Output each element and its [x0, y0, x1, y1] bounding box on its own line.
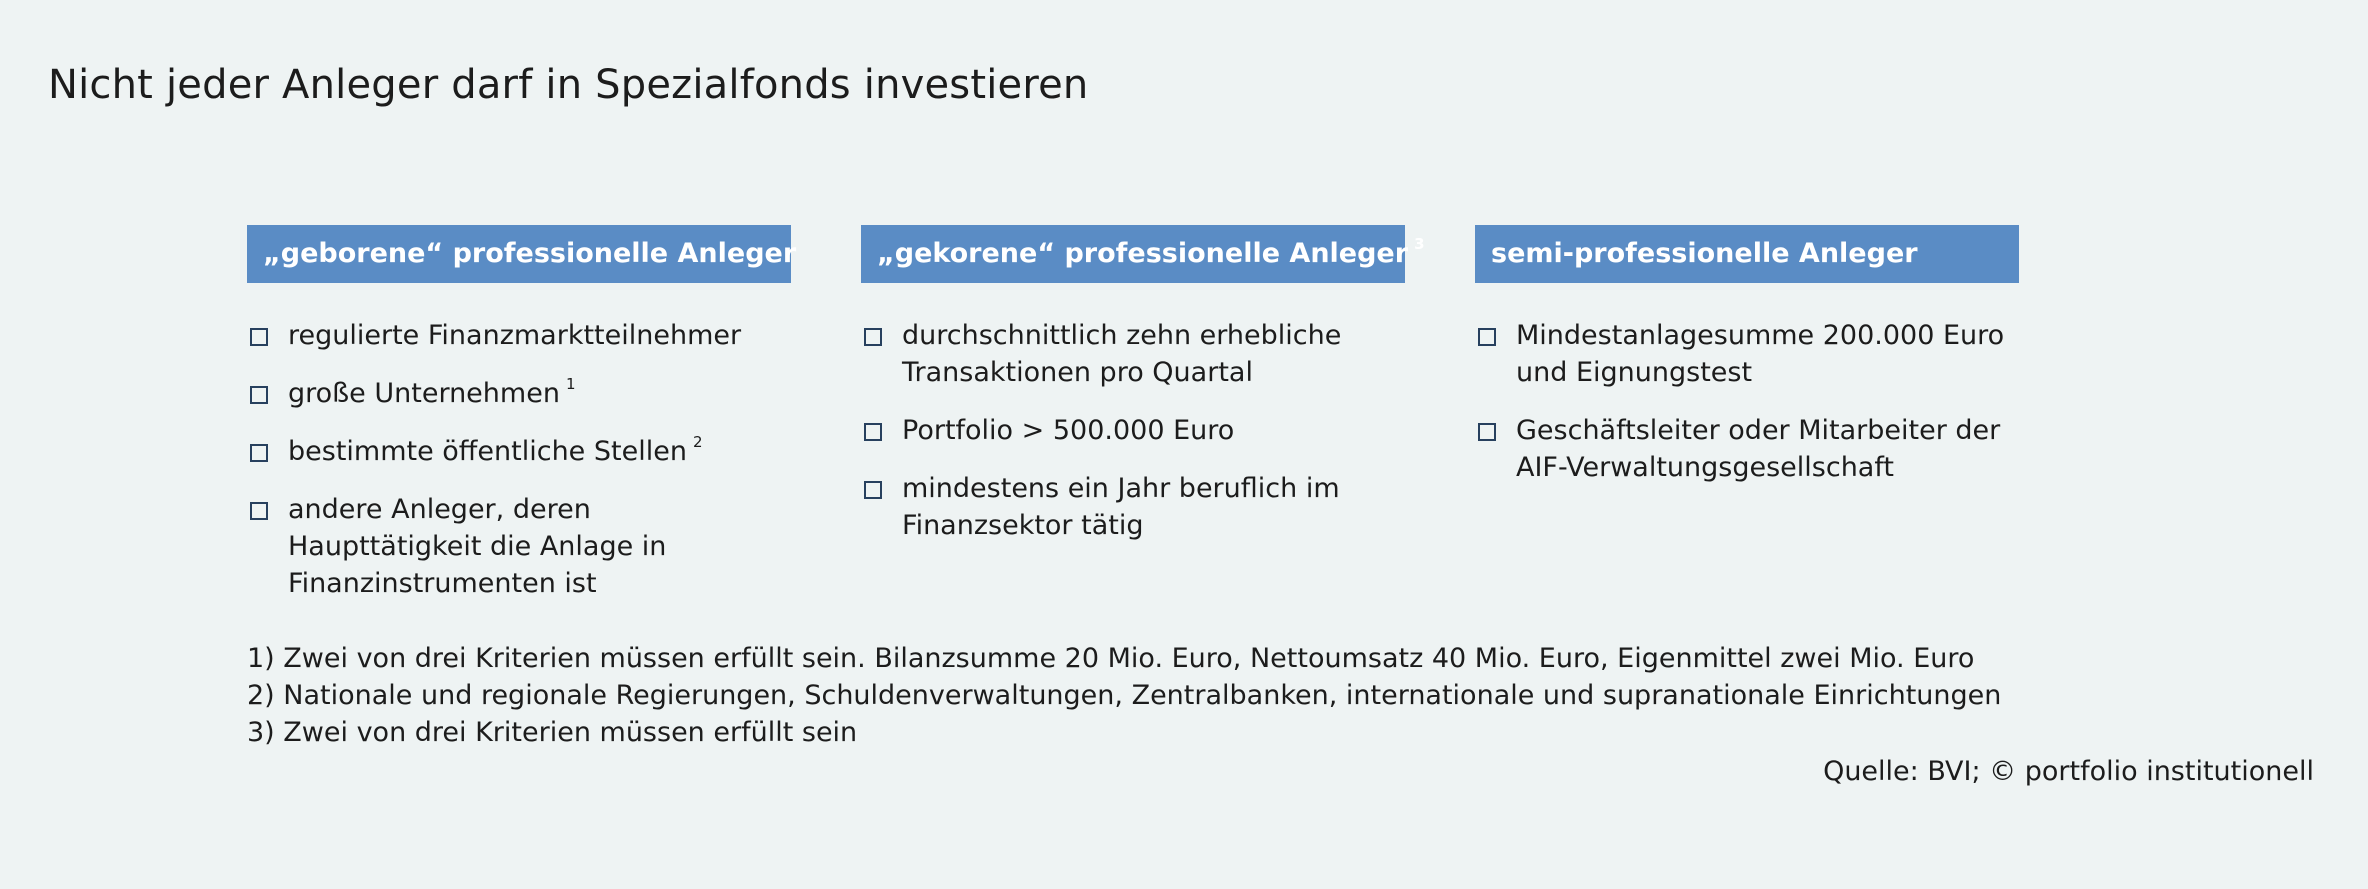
- column-header-label: „gekorene“ professionelle Anleger: [877, 238, 1409, 269]
- item-text: durchschnittlich zehn erhebliche Transaktionen pro Quartal: [902, 320, 1342, 388]
- checkbox-icon: [1478, 423, 1496, 441]
- column-semi-professionell: [1475, 225, 2019, 623]
- column-header: [861, 225, 1425, 283]
- checkbox-icon: [864, 423, 882, 441]
- column-header: [247, 225, 797, 283]
- list-item: [861, 317, 1405, 391]
- list-item: [861, 470, 1405, 544]
- checkbox-icon: [250, 444, 268, 462]
- checkbox-icon: [250, 386, 268, 404]
- list-item: [247, 433, 791, 470]
- list-item: [247, 375, 791, 412]
- item-text: Mindestanlagesumme 200.000 Euro und Eignungstest: [1516, 320, 2005, 388]
- item-text: mindestens ein Jahr beruflich im Finanzsektor tätig: [902, 473, 1340, 541]
- list-item: [1475, 412, 2019, 486]
- page-title: Nicht jeder Anleger darf in Spezialfonds investieren: [48, 62, 1089, 108]
- checkbox-icon: [1478, 328, 1496, 346]
- list-item: [247, 317, 791, 354]
- column-gekorene: [861, 225, 1425, 623]
- item-text: andere Anleger, deren Haupttätigkeit die Anlage in Finanzinstrumenten ist: [288, 494, 667, 599]
- criteria-list: [1475, 317, 2019, 486]
- footnote-ref: 3: [1414, 235, 1425, 253]
- checkbox-icon: [864, 328, 882, 346]
- list-item: [861, 412, 1405, 449]
- item-text: bestimmte öffentliche Stellen: [288, 436, 687, 467]
- checkbox-icon: [250, 502, 268, 520]
- footnote: 1) Zwei von drei Kriterien müssen erfüllt sein. Bilanzsumme 20 Mio. Euro, Nettoumsatz 40 Mio. Euro, Eigenmittel zwei Mio. Euro: [247, 643, 1975, 674]
- checkbox-icon: [250, 328, 268, 346]
- column-header-label: „geborene“ professionelle Anleger: [263, 238, 797, 269]
- investor-columns: [247, 225, 2019, 623]
- list-item: [247, 491, 791, 602]
- source-credit: Quelle: BVI; © portfolio institutionell: [1823, 756, 2314, 787]
- footnote-ref: 1: [565, 375, 576, 393]
- item-text: Portfolio > 500.000 Euro: [902, 415, 1235, 446]
- footnote: 3) Zwei von drei Kriterien müssen erfüllt sein: [247, 717, 858, 748]
- item-text: große Unternehmen: [288, 378, 560, 409]
- criteria-list: [247, 317, 791, 602]
- footnotes: [247, 640, 2001, 751]
- column-geborene: [247, 225, 797, 623]
- footnote: 2) Nationale und regionale Regierungen, Schuldenverwaltungen, Zentralbanken, internationale und supranationale Einrichtungen: [247, 680, 2002, 711]
- footnote-ref: 2: [692, 433, 703, 451]
- list-item: [1475, 317, 2019, 391]
- criteria-list: [861, 317, 1405, 544]
- column-header: [1475, 225, 2019, 283]
- item-text: Geschäftsleiter oder Mitarbeiter der AIF-Verwaltungsgesellschaft: [1516, 415, 2001, 483]
- item-text: regulierte Finanzmarktteilnehmer: [288, 320, 742, 351]
- column-header-label: semi-professionelle Anleger: [1491, 238, 1918, 269]
- checkbox-icon: [864, 481, 882, 499]
